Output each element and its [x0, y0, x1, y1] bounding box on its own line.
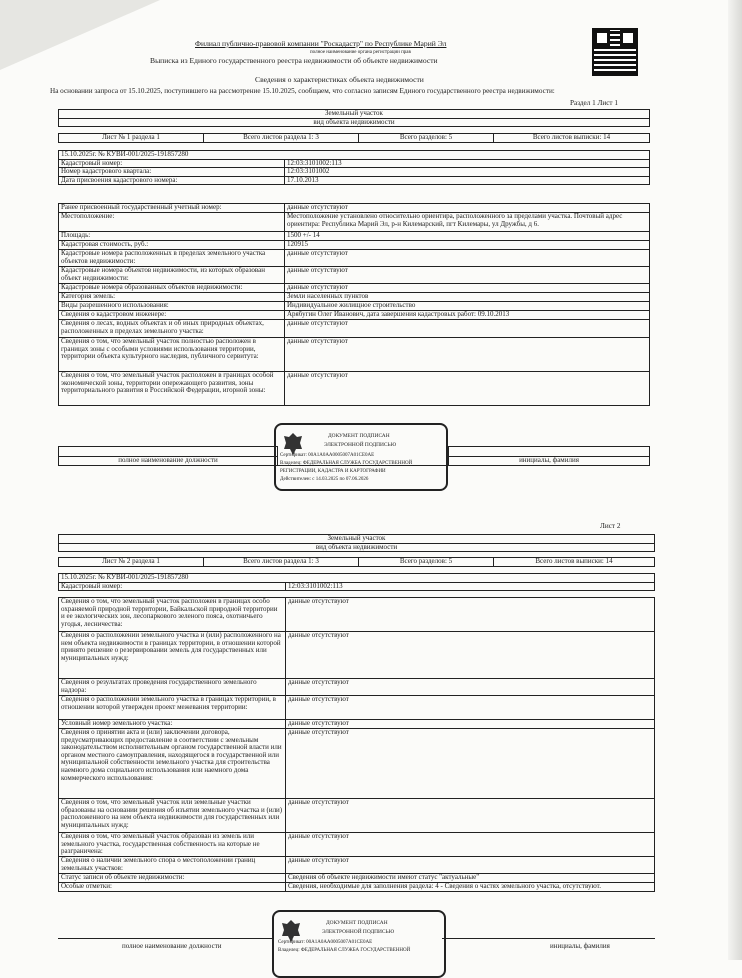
row-value: Индивидуальное жилищное строительство [285, 302, 650, 311]
row-label: Сведения о том, что земельный участок полностью расположен в границах зоны с особыми условиями использования территории, территории объекта культурного наследия, публичного сервитута: [59, 338, 285, 372]
document-subtitle: Сведения о характеристиках объекта недвижимости [255, 75, 424, 84]
stamp-certificate: Сертификат: 00A1A0AA0005007A01CE0AE [280, 453, 375, 458]
meta-total-sheets-section: Всего листов раздела 1: 3 [204, 134, 359, 143]
row-label: Сведения о том, что земельный участок образован из земель или земельного участка, государственная собственность на которые не разграничена: [59, 833, 286, 857]
row-value: 120915 [285, 241, 650, 250]
row-value: данные отсутствуют [285, 372, 650, 406]
signature-table-1 [58, 446, 650, 466]
stamp-title: ДОКУМЕНТ ПОДПИСАН [326, 920, 388, 926]
top-info-table-2 [58, 573, 655, 591]
object-type: Земельный участок [59, 110, 650, 119]
row-label: Сведения о том, что земельный участок расположен в границах особой экономической зоны, территории опережающего развития, зоны территориального развития в Российской Федерации, игорной зоны: [59, 372, 285, 406]
stamp-title2: ЭЛЕКТРОННОЙ ПОДПИСЬЮ [324, 442, 397, 448]
meta-total-sheets: Всего листов выписки: 14 [494, 558, 655, 567]
top-info-table [58, 150, 650, 185]
sheet-meta-table-2 [58, 557, 655, 567]
row-label: Кадастровая стоимость, руб.: [59, 241, 285, 250]
org-caption: полное наименование органа регистрации прав [310, 50, 411, 55]
stamp-owner2: РЕГИСТРАЦИИ, КАДАСТРА И КАРТОГРАФИИ [280, 469, 386, 474]
row-label: Сведения о том, что земельный участок или земельные участки образованы на основании решения об изъятии земельного участка и (или) расположенного на нем объекта недвижимости для государственных или муниципальных нужд: [59, 799, 286, 833]
row-label: Статус записи об объекте недвижимости: [59, 874, 286, 883]
row-label: Кадастровый номер: [59, 582, 286, 591]
row-value: данные отсутствуют [286, 696, 655, 720]
sheet-2-label: Лист 2 [600, 522, 621, 530]
meta-total-sheets-section: Всего листов раздела 1: 3 [204, 558, 359, 567]
stamp-valid: Действителен: с 14.03.2025 по 07.06.2026 [280, 477, 369, 482]
row-value: данные отсутствуют [286, 799, 655, 833]
cadastral-number: 12:03:3101002:113 [286, 582, 655, 591]
row-label: Кадастровые номера образованных объектов недвижимости: [59, 284, 285, 293]
row-value: данные отсутствуют [286, 857, 655, 874]
sheet-meta-table [58, 133, 650, 143]
row-label: Сведения о расположении земельного участка в границах территории, в отношении которой утвержден проект межевания территории: [59, 696, 286, 720]
row-value: данные отсутствуют [285, 204, 650, 213]
row-label: Сведения о расположении земельного участка и (или) расположенного на нем объекта недвижимости в границах территории, в отношении которой принято решение о резервировании земель для государственных или муниципальных нужд: [59, 632, 286, 679]
row-value: данные отсутствуют [286, 833, 655, 857]
row-value: 1500 +/- 14 [285, 232, 650, 241]
org-name: Филиал публично-правовой компании "Роскадастр" по Республике Марий Эл [195, 39, 447, 48]
row-value: Земли населенных пунктов [285, 293, 650, 302]
scan-shadow-right [728, 0, 742, 960]
document-number: 15.10.2025г. № КУВИ-001/2025-191857280 [59, 574, 655, 583]
stamp-title: ДОКУМЕНТ ПОДПИСАН [328, 433, 390, 439]
cadastral-quarter: 12:03:3101002 [285, 168, 650, 177]
section-sheet-label: Раздел 1 Лист 1 [570, 99, 618, 107]
object-type-table [58, 109, 650, 127]
row-value: данные отсутствуют [285, 267, 650, 284]
meta-sheet-number: Лист № 1 раздела 1 [59, 134, 204, 143]
row-value: данные отсутствуют [285, 320, 650, 338]
row-label: Сведения о кадастровом инженере: [59, 311, 285, 320]
row-label: Сведения о наличии земельного спора о местоположении границ земельных участков: [59, 857, 286, 874]
row-label: Площадь: [59, 232, 285, 241]
meta-total-sections: Всего разделов: 5 [359, 558, 494, 567]
row-label: Особые отметки: [59, 883, 286, 892]
row-label: Дата присвоения кадастрового номера: [59, 176, 285, 185]
meta-total-sections: Всего разделов: 5 [359, 134, 494, 143]
row-label: Ранее присвоенный государственный учетный номер: [59, 204, 285, 213]
signature-line-right [442, 938, 655, 939]
row-value: Местоположение установлено относительно ориентира, расположенного за пределами участка. Почтовый адрес ориентира: Республика Марий Эл, р-н Килемарский, пгт Килемары, ул Дружбы, д 6. [285, 213, 650, 232]
document-title: Выписка из Единого государственного реестра недвижимости об объекте недвижимости [150, 56, 438, 65]
row-value: данные отсутствуют [286, 632, 655, 679]
row-value: данные отсутствуют [286, 720, 655, 729]
characteristics-table-2 [58, 597, 655, 892]
request-intro: На основании запроса от 15.10.2025, поступившего на рассмотрение 15.10.2025, сообщаем, что согласно записям Единого государственного реестра недвижимости: [50, 87, 555, 95]
signature-position-2: полное наименование должности [122, 942, 222, 950]
row-label: Сведения о результатах проведения государственного земельного надзора: [59, 679, 286, 696]
stamp-certificate: Сертификат: 00A1A0AA0005007A01CE0AE [278, 940, 373, 945]
object-type: Земельный участок [59, 535, 655, 544]
row-value: Сведения об объекте недвижимости имеют статус "актуальные" [286, 874, 655, 883]
row-label: Сведения о лесах, водных объектах и об иных природных объектах, расположенных в пределах земельного участка: [59, 320, 285, 338]
assignment-date: 17.10.2013 [285, 176, 650, 185]
row-label: Кадастровые номера расположенных в пределах земельного участка объектов недвижимости: [59, 250, 285, 267]
row-label: Местоположение: [59, 213, 285, 232]
signature-line-left [58, 938, 272, 939]
row-value: данные отсутствуют [286, 598, 655, 632]
row-label: Условный номер земельного участка: [59, 720, 286, 729]
row-value: Арябугин Олег Иванович, дата завершения кадастровых работ: 09.10.2013 [285, 311, 650, 320]
signature-name: инициалы, фамилия [449, 457, 650, 466]
row-label: Категория земель: [59, 293, 285, 302]
e-signature-stamp-2 [272, 910, 446, 978]
signature-name-2: инициалы, фамилия [550, 942, 610, 950]
row-value: данные отсутствуют [285, 284, 650, 293]
row-value: данные отсутствуют [286, 679, 655, 696]
row-label: Номер кадастрового квартала: [59, 168, 285, 177]
object-type-caption: вид объекта недвижимости [59, 543, 655, 552]
document-number: 15.10.2025г. № КУВИ-001/2025-191857280 [59, 151, 650, 160]
stamp-owner: Владелец: ФЕДЕРАЛЬНАЯ СЛУЖБА ГОСУДАРСТВЕННОЙ [280, 461, 413, 466]
row-label: Виды разрешенного использования: [59, 302, 285, 311]
scan-shadow-corner [0, 0, 160, 70]
stamp-owner: Владелец: ФЕДЕРАЛЬНАЯ СЛУЖБА ГОСУДАРСТВЕННОЙ [278, 948, 411, 953]
meta-sheet-number: Лист № 2 раздела 1 [59, 558, 204, 567]
object-type-caption: вид объекта недвижимости [59, 118, 650, 127]
row-value: данные отсутствуют [285, 250, 650, 267]
row-label: Кадастровый номер: [59, 159, 285, 168]
row-value: Сведения, необходимые для заполнения раздела: 4 - Сведения о частях земельного участка, отсутствуют. [286, 883, 655, 892]
stamp-title2: ЭЛЕКТРОННОЙ ПОДПИСЬЮ [322, 929, 395, 935]
row-value: данные отсутствуют [286, 729, 655, 799]
meta-total-sheets: Всего листов выписки: 14 [494, 134, 650, 143]
row-label: Сведения о том, что земельный участок расположен в границах особо охраняемой природной территории, Байкальской природной территории и ее экологических зон, лесопаркового зеленого пояса, охотничьего угодья, лесничества: [59, 598, 286, 632]
cadastral-number: 12:03:3101002:113 [285, 159, 650, 168]
row-label: Сведения о принятии акта и (или) заключении договора, предусматривающих предоставление в соответствии с земельным законодательством исполнительным органом государственной власти или органом местного самоуправления, находящегося в государственной или муниципальной собственности земельного участка для строительства наемного дома социального использования или наемного дома коммерческого использования: [59, 729, 286, 799]
characteristics-table [58, 203, 650, 406]
row-value: данные отсутствуют [285, 338, 650, 372]
qr-code-icon [592, 28, 638, 76]
signature-position: полное наименование должности [59, 457, 278, 466]
row-label: Кадастровые номера объектов недвижимости, из которых образован объект недвижимости: [59, 267, 285, 284]
object-type-table-2 [58, 534, 655, 552]
